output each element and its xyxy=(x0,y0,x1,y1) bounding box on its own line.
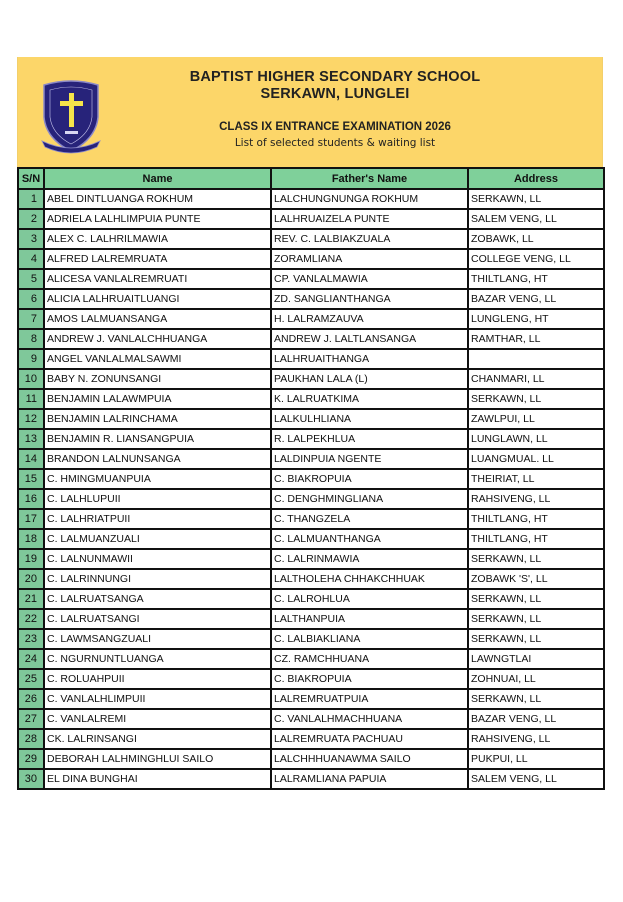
cell-name: C. LALHRIATPUII xyxy=(44,509,271,529)
cell-fathers-name: LALHRUAIZELA PUNTE xyxy=(271,209,468,229)
list-subtitle: List of selected students & waiting list xyxy=(234,137,436,149)
cell-fathers-name: PAUKHAN LALA (L) xyxy=(271,369,468,389)
cell-fathers-name: LALRAMLIANA PAPUIA xyxy=(271,769,468,789)
cell-address: THILTLANG, HT xyxy=(468,269,604,289)
cell-address: SERKAWN, LL xyxy=(468,689,604,709)
table-row xyxy=(18,689,604,709)
table-row xyxy=(18,529,604,549)
table-row xyxy=(18,569,604,589)
cell-fathers-name: C. BIAKROPUIA xyxy=(271,469,468,489)
cell-fathers-name: C. LALBIAKLIANA xyxy=(271,629,468,649)
table-row xyxy=(18,629,604,649)
cell-address: COLLEGE VENG, LL xyxy=(468,249,604,269)
cell-name: ALICIA LALHRUAITLUANGI xyxy=(44,289,271,309)
cell-sn: 7 xyxy=(18,309,44,329)
cell-name: ALICESA VANLALREMRUATI xyxy=(44,269,271,289)
cell-address: SERKAWN, LL xyxy=(468,389,604,409)
cell-address: PUKPUI, LL xyxy=(468,749,604,769)
cell-sn: 15 xyxy=(18,469,44,489)
cell-sn: 25 xyxy=(18,669,44,689)
cell-name: BABY N. ZONUNSANGI xyxy=(44,369,271,389)
cell-address: BAZAR VENG, LL xyxy=(468,289,604,309)
table-row xyxy=(18,549,604,569)
table-row xyxy=(18,509,604,529)
cell-fathers-name: C. DENGHMINGLIANA xyxy=(271,489,468,509)
table-header-row xyxy=(18,168,604,189)
cell-fathers-name: C. THANGZELA xyxy=(271,509,468,529)
selected-students-table xyxy=(17,167,605,790)
cell-sn: 11 xyxy=(18,389,44,409)
column-header-name: Name xyxy=(44,168,271,189)
cell-name: C. HMINGMUANPUIA xyxy=(44,469,271,489)
cell-name: C. LALNUNMAWII xyxy=(44,549,271,569)
cell-fathers-name: LALCHUNGNUNGA ROKHUM xyxy=(271,189,468,209)
cell-sn: 27 xyxy=(18,709,44,729)
cell-name: BENJAMIN R. LIANSANGPUIA xyxy=(44,429,271,449)
cell-fathers-name: LALREMRUATPUIA xyxy=(271,689,468,709)
cell-fathers-name: ZD. SANGLIANTHANGA xyxy=(271,289,468,309)
cell-sn: 4 xyxy=(18,249,44,269)
cell-fathers-name: K. LALRUATKIMA xyxy=(271,389,468,409)
cell-address: ZAWLPUI, LL xyxy=(468,409,604,429)
cell-address: THILTLANG, HT xyxy=(468,529,604,549)
table-row xyxy=(18,189,604,209)
cell-fathers-name: ZORAMLIANA xyxy=(271,249,468,269)
cell-sn: 22 xyxy=(18,609,44,629)
cell-address: BAZAR VENG, LL xyxy=(468,709,604,729)
table-row xyxy=(18,649,604,669)
cell-address: LUNGLENG, HT xyxy=(468,309,604,329)
cell-address: SERKAWN, LL xyxy=(468,629,604,649)
cell-name: ANGEL VANLALMALSAWMI xyxy=(44,349,271,369)
cell-sn: 3 xyxy=(18,229,44,249)
cell-address: THILTLANG, HT xyxy=(468,509,604,529)
cell-name: CK. LALRINSANGI xyxy=(44,729,271,749)
school-location: SERKAWN, LUNGLEI xyxy=(260,86,410,102)
cell-name: BENJAMIN LALAWMPUIA xyxy=(44,389,271,409)
cell-address: SALEM VENG, LL xyxy=(468,209,604,229)
cell-sn: 1 xyxy=(18,189,44,209)
table-row xyxy=(18,249,604,269)
cell-name: C. LALRINNUNGI xyxy=(44,569,271,589)
cell-sn: 6 xyxy=(18,289,44,309)
cell-fathers-name: ANDREW J. LALTLANSANGA xyxy=(271,329,468,349)
cell-sn: 5 xyxy=(18,269,44,289)
column-header-address: Address xyxy=(468,168,604,189)
cell-name: EL DINA BUNGHAI xyxy=(44,769,271,789)
table-row xyxy=(18,669,604,689)
table-row xyxy=(18,349,604,369)
cell-address: THEIRIAT, LL xyxy=(468,469,604,489)
table-row xyxy=(18,369,604,389)
cell-sn: 26 xyxy=(18,689,44,709)
cell-address: RAMTHAR, LL xyxy=(468,329,604,349)
cell-name: C. LALRUATSANGA xyxy=(44,589,271,609)
cell-address: LAWNGTLAI xyxy=(468,649,604,669)
cell-fathers-name: LALKULHLIANA xyxy=(271,409,468,429)
table-row xyxy=(18,209,604,229)
cell-sn: 24 xyxy=(18,649,44,669)
school-name: BAPTIST HIGHER SECONDARY SCHOOL xyxy=(189,69,481,85)
cell-sn: 9 xyxy=(18,349,44,369)
table-row xyxy=(18,229,604,249)
cell-sn: 18 xyxy=(18,529,44,549)
cell-name: C. LAWMSANGZUALI xyxy=(44,629,271,649)
cell-sn: 28 xyxy=(18,729,44,749)
table-row xyxy=(18,709,604,729)
cell-name: C. LALMUANZUALI xyxy=(44,529,271,549)
cell-address: ZOHNUAI, LL xyxy=(468,669,604,689)
table-row xyxy=(18,429,604,449)
cell-address: CHANMARI, LL xyxy=(468,369,604,389)
cell-sn: 16 xyxy=(18,489,44,509)
cell-name: ADRIELA LALHLIMPUIA PUNTE xyxy=(44,209,271,229)
table-row xyxy=(18,329,604,349)
exam-title: CLASS IX ENTRANCE EXAMINATION 2026 xyxy=(219,121,451,133)
cell-address: SALEM VENG, LL xyxy=(468,769,604,789)
cell-fathers-name: REV. C. LALBIAKZUALA xyxy=(271,229,468,249)
cell-address: LUANGMUAL. LL xyxy=(468,449,604,469)
table-row xyxy=(18,589,604,609)
cell-name: ALEX C. LALHRILMAWIA xyxy=(44,229,271,249)
table-row xyxy=(18,289,604,309)
cell-sn: 13 xyxy=(18,429,44,449)
cell-sn: 19 xyxy=(18,549,44,569)
column-header-sn: S/N xyxy=(18,168,44,189)
column-header-fathers-name: Father's Name xyxy=(271,168,468,189)
cell-name: ABEL DINTLUANGA ROKHUM xyxy=(44,189,271,209)
cell-sn: 14 xyxy=(18,449,44,469)
table-row xyxy=(18,489,604,509)
cell-sn: 23 xyxy=(18,629,44,649)
cell-fathers-name: LALDINPUIA NGENTE xyxy=(271,449,468,469)
cell-name: BENJAMIN LALRINCHAMA xyxy=(44,409,271,429)
cell-address: SERKAWN, LL xyxy=(468,609,604,629)
cell-name: C. LALRUATSANGI xyxy=(44,609,271,629)
cell-name: C. VANLALREMI xyxy=(44,709,271,729)
cell-address: LUNGLAWN, LL xyxy=(468,429,604,449)
cell-address: ZOBAWK, LL xyxy=(468,229,604,249)
document-page xyxy=(17,57,603,790)
table-row xyxy=(18,409,604,429)
cell-address: ZOBAWK 'S', LL xyxy=(468,569,604,589)
table-row xyxy=(18,309,604,329)
table-row xyxy=(18,269,604,289)
cell-fathers-name: C. LALRINMAWIA xyxy=(271,549,468,569)
cell-address: RAHSIVENG, LL xyxy=(468,489,604,509)
cell-fathers-name: LALTHANPUIA xyxy=(271,609,468,629)
cell-fathers-name: C. LALROHLUA xyxy=(271,589,468,609)
cell-sn: 20 xyxy=(18,569,44,589)
cell-name: DEBORAH LALHMINGHLUI SAILO xyxy=(44,749,271,769)
cell-fathers-name: H. LALRAMZAUVA xyxy=(271,309,468,329)
cell-sn: 12 xyxy=(18,409,44,429)
cell-name: C. ROLUAHPUII xyxy=(44,669,271,689)
cell-address xyxy=(468,349,604,369)
cell-fathers-name: LALTHOLEHA CHHAKCHHUAK xyxy=(271,569,468,589)
cell-fathers-name: C. LALMUANTHANGA xyxy=(271,529,468,549)
table-row xyxy=(18,609,604,629)
table-row xyxy=(18,469,604,489)
cell-fathers-name: LALHRUAITHANGA xyxy=(271,349,468,369)
table-row xyxy=(18,729,604,749)
cell-name: ANDREW J. VANLALCHHUANGA xyxy=(44,329,271,349)
cell-sn: 2 xyxy=(18,209,44,229)
cell-sn: 8 xyxy=(18,329,44,349)
cell-address: SERKAWN, LL xyxy=(468,589,604,609)
cell-sn: 30 xyxy=(18,769,44,789)
cell-fathers-name: LALCHHHUANAWMA SAILO xyxy=(271,749,468,769)
cell-fathers-name: C. VANLALHMACHHUANA xyxy=(271,709,468,729)
table-row xyxy=(18,749,604,769)
header-banner xyxy=(17,57,603,167)
cell-sn: 17 xyxy=(18,509,44,529)
cell-fathers-name: CZ. RAMCHHUANA xyxy=(271,649,468,669)
cell-name: BRANDON LALNUNSANGA xyxy=(44,449,271,469)
cell-fathers-name: C. BIAKROPUIA xyxy=(271,669,468,689)
cell-address: RAHSIVENG, LL xyxy=(468,729,604,749)
cell-fathers-name: CP. VANLALMAWIA xyxy=(271,269,468,289)
cell-sn: 21 xyxy=(18,589,44,609)
cell-name: C. VANLALHLIMPUII xyxy=(44,689,271,709)
cell-name: C. NGURNUNTLUANGA xyxy=(44,649,271,669)
cell-name: AMOS LALMUANSANGA xyxy=(44,309,271,329)
table-row xyxy=(18,449,604,469)
cell-address: SERKAWN, LL xyxy=(468,189,604,209)
cell-name: C. LALHLUPUII xyxy=(44,489,271,509)
cell-address: SERKAWN, LL xyxy=(468,549,604,569)
cell-fathers-name: R. LALPEKHLUA xyxy=(271,429,468,449)
table-row xyxy=(18,769,604,789)
cell-sn: 10 xyxy=(18,369,44,389)
table-row xyxy=(18,389,604,409)
cell-fathers-name: LALREMRUATA PACHUAU xyxy=(271,729,468,749)
cell-sn: 29 xyxy=(18,749,44,769)
cell-name: ALFRED LALREMRUATA xyxy=(44,249,271,269)
